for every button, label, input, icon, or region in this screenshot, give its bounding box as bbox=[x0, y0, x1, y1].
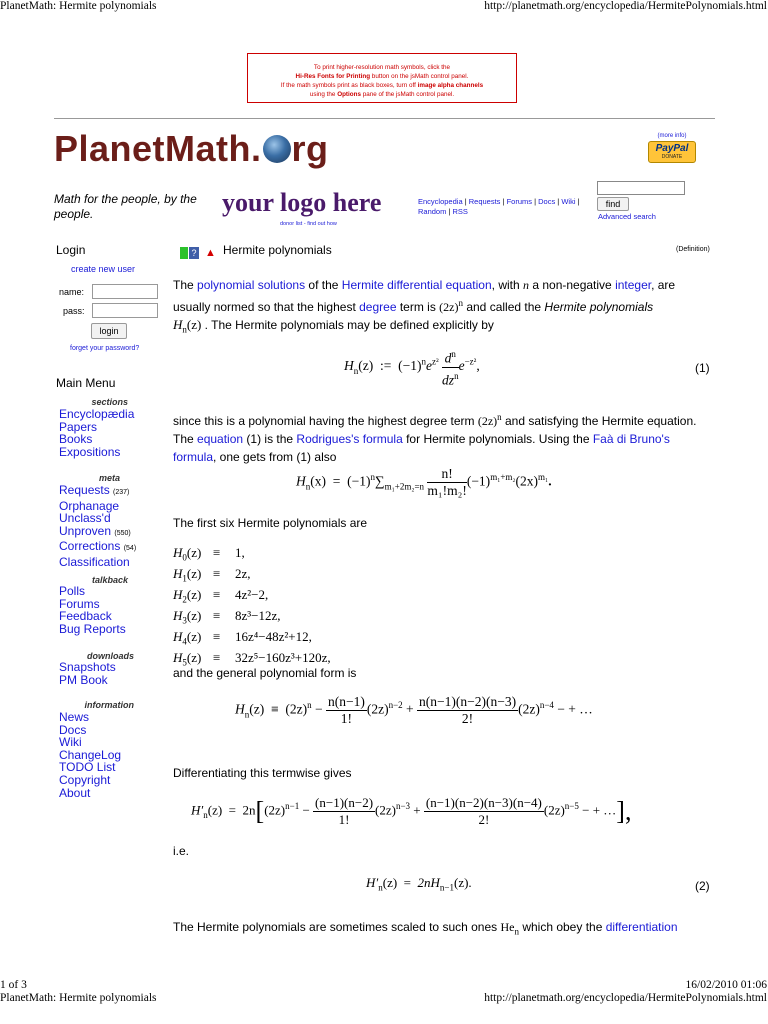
eq1-derivative bbox=[442, 346, 459, 388]
eq1-den-sup: n bbox=[454, 370, 459, 381]
pass-label: pass: bbox=[63, 306, 85, 316]
logo-text-end: rg bbox=[291, 128, 329, 169]
math-h: H bbox=[173, 317, 183, 332]
h3-sub: 3 bbox=[182, 615, 187, 626]
p7-text-2: which obey the bbox=[518, 920, 606, 934]
diff-factor: 2n bbox=[242, 802, 256, 818]
p1-text-1: The bbox=[173, 278, 198, 292]
fdb-eq: = bbox=[332, 473, 341, 489]
fdb-tail-sup: m₁+m₂ bbox=[490, 472, 516, 483]
link-equation[interactable]: equation bbox=[197, 432, 244, 446]
diff-lhs-arg: (z) bbox=[207, 802, 223, 818]
menu-item-books[interactable]: Books bbox=[59, 432, 93, 447]
search-input[interactable] bbox=[597, 181, 685, 195]
globe-icon bbox=[263, 135, 291, 163]
p1-text-7: and called the bbox=[463, 300, 545, 314]
fdb-den: m₁!m₂! bbox=[427, 483, 467, 498]
gen-t1: (2z) bbox=[285, 701, 308, 717]
diff-f1-num: (n−1)(n−2) bbox=[315, 795, 374, 810]
eq1-exp-base: e bbox=[425, 358, 432, 374]
diff-t2-sup: n−3 bbox=[395, 801, 411, 812]
menu-section-talkback: talkback bbox=[91, 575, 128, 585]
math-n: n bbox=[523, 278, 529, 292]
fdb-lhs-sub: n bbox=[305, 481, 311, 492]
menu-section-meta: meta bbox=[98, 473, 120, 483]
entry-type: (Definition) bbox=[676, 246, 710, 253]
gen-minus: − bbox=[314, 701, 323, 717]
hermite-h2 bbox=[173, 587, 331, 608]
h4-arg: (z) bbox=[186, 629, 202, 645]
h3-rhs: 8z³−12z, bbox=[235, 608, 281, 624]
math-h-sub: n bbox=[182, 324, 187, 335]
menu-item-encyclopaedia[interactable]: Encyclopædia bbox=[59, 407, 135, 421]
hermite-h4 bbox=[173, 629, 331, 650]
find-button[interactable]: find bbox=[597, 197, 629, 211]
main-menu-heading: Main Menu bbox=[56, 376, 116, 390]
jsmath-print-notice bbox=[247, 53, 517, 103]
gen-lhs: H bbox=[235, 701, 245, 717]
menu-item-about[interactable]: About bbox=[59, 785, 91, 800]
paragraph-intro bbox=[173, 276, 713, 339]
link-polynomial-solutions[interactable]: polynomial solutions bbox=[197, 278, 306, 292]
hermite-h3 bbox=[173, 608, 331, 629]
menu-item-bug-reports[interactable]: Bug Reports bbox=[59, 621, 126, 636]
p1-text-3: , with bbox=[491, 278, 523, 292]
nav-rss[interactable]: RSS bbox=[452, 207, 468, 216]
password-input[interactable] bbox=[92, 303, 158, 318]
eq1-lhs: H bbox=[344, 358, 354, 374]
p7-text-1: The Hermite polynomials are sometimes scaled to such ones bbox=[173, 920, 501, 934]
p7-math-sub: n bbox=[514, 926, 519, 937]
fdb-tail2-sup: m₁ bbox=[538, 472, 549, 483]
h5-rel: ≡ bbox=[213, 650, 221, 666]
diff-left-bracket: [ bbox=[255, 796, 265, 826]
fdb-lhs: H bbox=[296, 473, 306, 489]
p1-text-2: of the bbox=[305, 278, 342, 292]
menu-sections-list bbox=[59, 408, 134, 458]
diff-frac-2 bbox=[424, 795, 544, 828]
p2-text-4: for Hermite polynomials. Using the bbox=[402, 432, 593, 446]
eq1-lhs-arg: (z) bbox=[358, 358, 374, 374]
p1-text-4: a non-negative bbox=[529, 278, 616, 292]
menu-item-polls[interactable]: Polls bbox=[59, 584, 86, 598]
diff-t2: (2z) bbox=[375, 802, 396, 818]
options-label: Options bbox=[337, 91, 361, 98]
notice-line-2 bbox=[248, 72, 516, 81]
print-footer-datetime: 16/02/2010 01:06 bbox=[685, 979, 767, 991]
diff-right-bracket: ], bbox=[616, 796, 632, 826]
menu-item-expositions[interactable]: Expositions bbox=[59, 444, 121, 459]
username-input[interactable] bbox=[92, 284, 158, 299]
h2-sub: 2 bbox=[182, 594, 187, 605]
diff-minus: − bbox=[302, 802, 310, 818]
equation-rodrigues bbox=[344, 346, 480, 388]
fdb-num: n! bbox=[427, 466, 466, 483]
paragraph-general-form: and the general polynomial form is bbox=[173, 666, 357, 680]
h3-arg: (z) bbox=[186, 608, 202, 624]
requests-count: (237) bbox=[113, 489, 130, 496]
nav-requests[interactable]: Requests bbox=[468, 197, 501, 206]
p2-text-1: since this is a polynomial having the highest degree term bbox=[173, 414, 478, 428]
h1-sub: 1 bbox=[182, 573, 187, 584]
menu-section-sections: sections bbox=[91, 397, 128, 407]
menu-item-unclassd-link[interactable]: Unclass'd bbox=[59, 511, 111, 526]
menu-item-pm-book[interactable]: PM Book bbox=[59, 672, 108, 687]
eq1-num-sup: n bbox=[451, 349, 456, 359]
h1-arg: (z) bbox=[186, 566, 202, 582]
paragraph-differentiating: Differentiating this termwise gives bbox=[173, 766, 352, 780]
eq1-def: := bbox=[379, 358, 392, 374]
sponsor-logo-ad[interactable]: your logo here bbox=[222, 188, 382, 217]
p2-text-3: (1) is the bbox=[243, 432, 297, 446]
help-icon[interactable]: ? bbox=[189, 247, 199, 259]
math-2z: (2z) bbox=[439, 300, 459, 314]
h5-sub: 5 bbox=[182, 658, 187, 669]
menu-item-papers[interactable]: Papers bbox=[59, 419, 98, 434]
print-footer-page: 1 of 3 bbox=[0, 979, 27, 991]
gen-t2: (2z) bbox=[366, 701, 389, 717]
p2-math bbox=[478, 414, 502, 428]
nav-wiki[interactable]: Wiki bbox=[561, 197, 576, 206]
donate-label: DONATE bbox=[661, 154, 683, 160]
header-divider bbox=[54, 118, 715, 119]
link-faa-di-bruno[interactable]: Faà di Bruno's formula bbox=[173, 432, 670, 464]
h1-rel: ≡ bbox=[213, 566, 221, 582]
eq1-sign-sup: n bbox=[421, 356, 426, 367]
hermite-h0 bbox=[173, 545, 331, 566]
eq2-lhs: H′ bbox=[366, 875, 379, 890]
paragraph-first-six: The first six Hermite polynomials are bbox=[173, 516, 368, 530]
forgot-password-link[interactable]: forget your password? bbox=[70, 345, 140, 352]
eq1-tail-sup: −z² bbox=[464, 356, 477, 367]
hermite-polynomial-list bbox=[173, 545, 331, 672]
fdb-tail2: (2x) bbox=[515, 473, 539, 489]
p2-math-sup: n bbox=[497, 412, 502, 422]
up-arrow-icon[interactable]: ▲ bbox=[205, 246, 216, 259]
h3-lhs: H bbox=[173, 608, 183, 624]
p7-math-he: He bbox=[500, 920, 515, 934]
menu-item-docs[interactable]: Docs bbox=[59, 722, 87, 737]
math-2z-n bbox=[439, 300, 463, 314]
diff-plus: + bbox=[413, 802, 421, 818]
diff-end: − + … bbox=[582, 802, 617, 818]
gen-f2-num: n(n−1)(n−2)(n−3) bbox=[419, 694, 517, 709]
fdb-lhs-arg: (x) bbox=[310, 473, 326, 489]
print-footer-title: PlanetMath: Hermite polynomials bbox=[0, 992, 157, 1004]
eq2-rhs: 2nH bbox=[417, 875, 440, 890]
menu-item-news[interactable]: News bbox=[59, 710, 90, 724]
equation-number-2: (2) bbox=[695, 879, 710, 893]
h2-rhs: 4z²−2, bbox=[235, 587, 269, 603]
menu-item-classification-link[interactable]: Classification bbox=[59, 554, 130, 569]
eq2-eq: = bbox=[403, 875, 412, 890]
diff-frac-1 bbox=[313, 795, 375, 828]
p1-text-8: . The Hermite polynomials may be defined explicitly by bbox=[201, 318, 494, 332]
alpha-channels-label: image alpha channels bbox=[417, 82, 484, 89]
p1-text-5: , are usually normed so that the highest bbox=[173, 278, 676, 314]
print-header-url: http://planetmath.org/encyclopedia/HermitePolynomials.html bbox=[484, 0, 767, 12]
p7-math bbox=[500, 920, 519, 937]
planetmath-logo[interactable] bbox=[54, 128, 329, 170]
eq1-lhs-sub: n bbox=[353, 365, 359, 376]
fdb-end: . bbox=[548, 473, 552, 489]
equation-derivative bbox=[191, 795, 631, 828]
h0-sub: 0 bbox=[182, 552, 187, 563]
nav-random[interactable]: Random bbox=[418, 207, 447, 216]
p2-math-2z: (2z) bbox=[477, 414, 498, 428]
print-header-title: PlanetMath: Hermite polynomials bbox=[0, 0, 157, 12]
term-hermite-polynomials: Hermite polynomials bbox=[544, 300, 654, 314]
menu-item-feedback[interactable]: Feedback bbox=[59, 609, 112, 624]
menu-meta-list bbox=[59, 484, 136, 569]
eq2-rhs-sub: n−1 bbox=[439, 882, 454, 893]
fdb-sum: ∑ bbox=[374, 473, 385, 489]
eq1-num bbox=[442, 346, 459, 368]
paypal-donate-button[interactable] bbox=[648, 141, 696, 163]
fdb-sign-sup: n bbox=[370, 472, 375, 483]
paypal-brand: PayPal bbox=[655, 143, 689, 154]
menu-item-requests bbox=[59, 484, 136, 500]
h4-lhs: H bbox=[173, 629, 183, 645]
eq2-rhs-arg: (z). bbox=[453, 875, 472, 890]
name-label: name: bbox=[59, 287, 85, 297]
eq1-num-d: d bbox=[444, 350, 452, 366]
paragraph-scaled bbox=[173, 918, 718, 940]
h4-sub: 4 bbox=[182, 636, 187, 647]
h2-lhs: H bbox=[173, 587, 183, 603]
fdb-sign: (−1) bbox=[347, 473, 371, 489]
eq1-tail-end: , bbox=[476, 358, 480, 374]
fdb-fraction bbox=[427, 466, 466, 499]
link-degree[interactable]: degree bbox=[359, 300, 397, 314]
print-footer-url: http://planetmath.org/encyclopedia/HermitePolynomials.html bbox=[484, 992, 767, 1004]
hires-fonts-label: Hi-Res Fonts for Printing bbox=[295, 73, 371, 80]
p2-text-5: , one gets from (1) also bbox=[213, 450, 337, 464]
gen-t3: (2z) bbox=[518, 701, 540, 717]
menu-item-requests-link[interactable]: Requests bbox=[59, 483, 110, 497]
logo-text-main: PlanetMath. bbox=[54, 128, 262, 169]
gen-t3-sup: n−4 bbox=[539, 700, 554, 711]
login-button[interactable]: login bbox=[91, 323, 127, 339]
p1-text-6: term is bbox=[396, 300, 440, 314]
h3-rel: ≡ bbox=[213, 608, 221, 624]
h2-arg: (z) bbox=[186, 587, 202, 603]
h5-lhs: H bbox=[173, 650, 183, 666]
notice-line-4 bbox=[248, 90, 516, 99]
gen-t2-sup: n−2 bbox=[388, 700, 403, 711]
diff-t1: (2z) bbox=[264, 802, 286, 818]
gen-lhs-arg: (z) bbox=[249, 701, 265, 717]
math-hn-z bbox=[173, 317, 202, 335]
diff-eq: = bbox=[228, 802, 237, 818]
more-info-link[interactable]: (more info) bbox=[657, 133, 687, 139]
diff-f2-den: 2! bbox=[478, 812, 490, 827]
notice-line-1: To print higher-resolution math symbols, click the bbox=[313, 64, 451, 71]
h0-arg: (z) bbox=[186, 545, 202, 560]
h5-arg: (z) bbox=[186, 650, 202, 666]
menu-information-list bbox=[59, 711, 121, 799]
menu-downloads-list bbox=[59, 661, 116, 686]
math-h-arg: (z) bbox=[186, 317, 202, 332]
menu-item-orphanage-link[interactable]: Orphanage bbox=[59, 498, 120, 513]
paragraph-ie: i.e. bbox=[173, 844, 190, 858]
menu-item-changelog[interactable]: ChangeLog bbox=[59, 747, 122, 762]
diff-lhs-sub: n bbox=[203, 810, 208, 821]
menu-item-wiki[interactable]: Wiki bbox=[59, 735, 82, 750]
eq1-exp-sup: z² bbox=[431, 356, 439, 367]
fdb-sum-sub: m₁+2m₂=n bbox=[384, 481, 425, 492]
math-2z-sup: n bbox=[458, 298, 463, 308]
h4-rel: ≡ bbox=[213, 629, 221, 645]
paypal-donate bbox=[648, 133, 696, 163]
diff-f1-den: 1! bbox=[338, 812, 350, 827]
notice-line-3 bbox=[248, 81, 516, 90]
link-hermite-differential-equation[interactable]: Hermite differential equation bbox=[341, 278, 492, 292]
top-nav-links: Encyclopedia | Requests | Forums | Docs | Wiki | Random | RSS bbox=[418, 197, 580, 216]
menu-item-copyright[interactable]: Copyright bbox=[59, 772, 111, 787]
gen-end: − + … bbox=[557, 701, 593, 717]
login-heading: Login bbox=[56, 243, 86, 257]
menu-section-information: information bbox=[84, 700, 134, 710]
eq1-den-dz: dz bbox=[442, 372, 455, 387]
gen-t1-sup: n bbox=[307, 700, 312, 711]
gen-rel: ≡ bbox=[270, 701, 279, 717]
h1-lhs: H bbox=[173, 566, 183, 582]
link-rodrigues-formula[interactable]: Rodrigues's formula bbox=[296, 432, 403, 446]
h0-lhs: H bbox=[173, 545, 183, 560]
notice-line-2-text: button on the jsMath control panel. bbox=[370, 73, 469, 80]
h5-rhs: 32z⁵−160z³+120z, bbox=[235, 650, 331, 666]
entry-title: Hermite polynomials bbox=[223, 243, 332, 257]
menu-item-unproven-link[interactable]: Unproven bbox=[59, 523, 112, 538]
p2-text-2: and satisfying the Hermite equation. The bbox=[173, 414, 697, 446]
menu-item-forums[interactable]: Forums bbox=[59, 596, 100, 611]
link-integer[interactable]: integer bbox=[615, 278, 652, 292]
equation-general-form bbox=[235, 694, 593, 727]
notice-line-4-text: using the bbox=[309, 91, 338, 98]
h2-rel: ≡ bbox=[213, 587, 221, 603]
gen-f1-den: 1! bbox=[340, 711, 353, 726]
status-green-icon[interactable] bbox=[180, 247, 188, 259]
menu-section-downloads: downloads bbox=[87, 651, 134, 661]
nav-docs[interactable]: Docs bbox=[538, 197, 556, 206]
unproven-count: (550) bbox=[114, 529, 131, 537]
fdb-tail: (−1) bbox=[466, 473, 491, 489]
menu-talkback-list bbox=[59, 585, 126, 635]
paragraph-rodrigues bbox=[173, 408, 713, 466]
gen-frac-2 bbox=[417, 694, 518, 727]
h0-rhs: 1, bbox=[235, 545, 245, 560]
nav-forums[interactable]: Forums bbox=[506, 197, 532, 206]
menu-item-todo-list[interactable]: TODO List bbox=[59, 760, 116, 775]
tagline: Math for the people, by the people. bbox=[54, 192, 197, 221]
entry-toolbar bbox=[180, 244, 216, 258]
eq1-sign: (−1) bbox=[398, 358, 422, 374]
h0-rel: ≡ bbox=[213, 545, 221, 560]
link-differentiation[interactable]: differentiation bbox=[605, 920, 678, 934]
eq2-lhs-sub: n bbox=[378, 882, 383, 893]
menu-item-corrections-link[interactable]: Corrections bbox=[59, 539, 121, 554]
diff-t3-sup: n−5 bbox=[564, 801, 579, 812]
advanced-search-link[interactable]: Advanced search bbox=[598, 212, 656, 221]
corrections-count: (54) bbox=[123, 545, 137, 553]
h4-rhs: 16z⁴−48z²+12, bbox=[235, 629, 312, 645]
menu-item-classification bbox=[59, 556, 136, 569]
eq1-den bbox=[442, 368, 459, 389]
gen-frac-1 bbox=[326, 694, 367, 727]
h1-rhs: 2z, bbox=[235, 566, 251, 582]
equation-recurrence bbox=[366, 875, 472, 893]
equation-number-1: (1) bbox=[695, 361, 710, 375]
gen-lhs-sub: n bbox=[244, 709, 250, 720]
menu-item-corrections bbox=[59, 540, 136, 556]
notice-line-4-end: pane of the jsMath control panel. bbox=[360, 91, 455, 98]
diff-t1-sup: n−1 bbox=[285, 801, 300, 812]
menu-item-unproven bbox=[59, 525, 136, 541]
gen-plus: + bbox=[406, 701, 414, 717]
gen-f1-num: n(n−1) bbox=[327, 694, 365, 709]
donor-list-link[interactable]: donor list - find out how bbox=[280, 221, 337, 227]
diff-lhs: H′ bbox=[191, 802, 204, 818]
diff-f2-num: (n−1)(n−2)(n−3)(n−4) bbox=[425, 795, 542, 810]
equation-faa-di-bruno bbox=[296, 466, 552, 499]
eq2-lhs-arg: (z) bbox=[382, 875, 398, 890]
menu-item-snapshots[interactable]: Snapshots bbox=[59, 660, 116, 674]
notice-line-3-text: If the math symbols print as black boxes, turn off bbox=[280, 82, 418, 89]
create-user-link[interactable]: create new user bbox=[71, 264, 136, 274]
nav-encyclopedia[interactable]: Encyclopedia bbox=[418, 197, 463, 206]
eq1-tail: e bbox=[458, 358, 465, 374]
hermite-h1 bbox=[173, 566, 331, 587]
diff-t3: (2z) bbox=[543, 802, 565, 818]
gen-f2-den: 2! bbox=[461, 711, 474, 726]
